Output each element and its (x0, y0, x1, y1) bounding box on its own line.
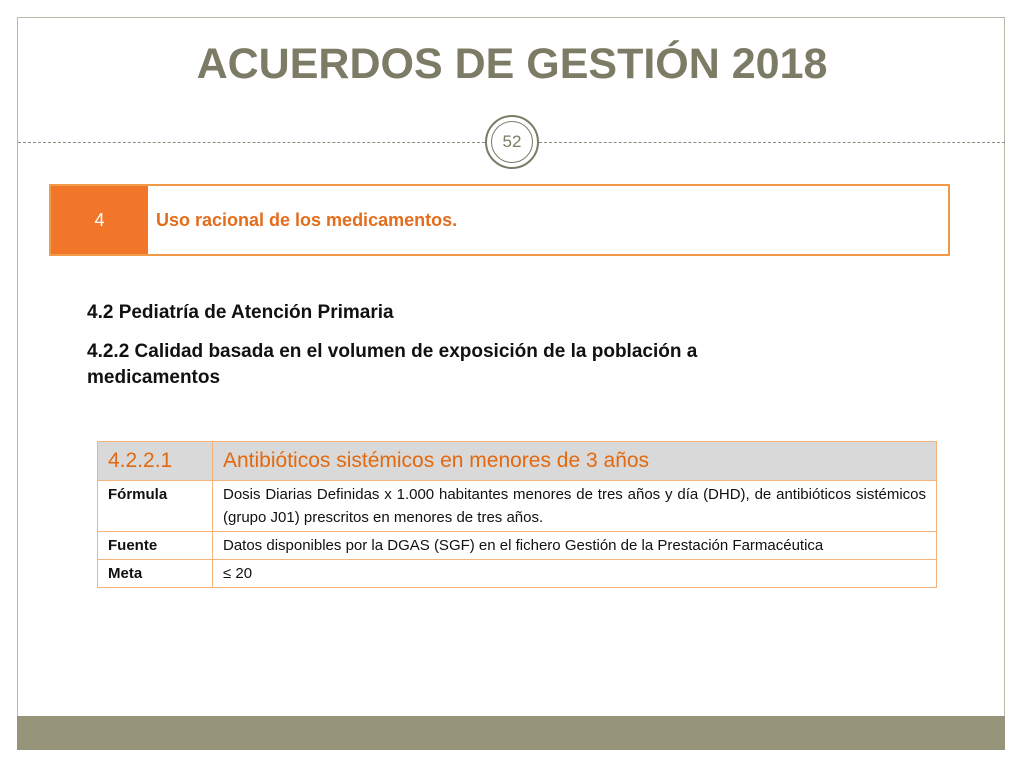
topic-label: Uso racional de los medicamentos. (156, 209, 458, 230)
page-number: 52 (502, 132, 522, 151)
indicator-header-row (98, 442, 937, 481)
row-value: Datos disponibles por la DGAS (SGF) en el fichero Gestión de la Prestación Farmacéutica (213, 532, 937, 560)
row-value: Dosis Diarias Definidas x 1.000 habitantes menores de tres años y día (DHD), de antibióticos sistémicos (grupo J01) prescritos en menores de tres años. (213, 481, 937, 532)
indicator-table (97, 441, 937, 588)
table-row (98, 560, 937, 588)
indicator-code: 4.2.2.1 (98, 442, 213, 481)
slide-title: ACUERDOS DE GESTIÓN 2018 (196, 40, 828, 88)
title-divider-left (18, 142, 485, 143)
title-divider-right (539, 142, 1005, 143)
row-label: Fuente (98, 532, 213, 560)
table-row (98, 532, 937, 560)
page-number-badge (485, 115, 539, 169)
topic-banner (49, 184, 950, 256)
subsection-heading: 4.2.2 Calidad basada en el volumen de exposición de la población a medicamentos (87, 341, 698, 388)
topic-number: 4 (51, 186, 148, 254)
row-label: Meta (98, 560, 213, 588)
section-heading: 4.2 Pediatría de Atención Primaria (87, 302, 394, 323)
row-value: ≤ 20 (213, 560, 937, 588)
footer-band (17, 716, 1005, 750)
row-label: Fórmula (98, 481, 213, 532)
indicator-name: Antibióticos sistémicos en menores de 3 años (213, 442, 937, 481)
table-row (98, 481, 937, 532)
